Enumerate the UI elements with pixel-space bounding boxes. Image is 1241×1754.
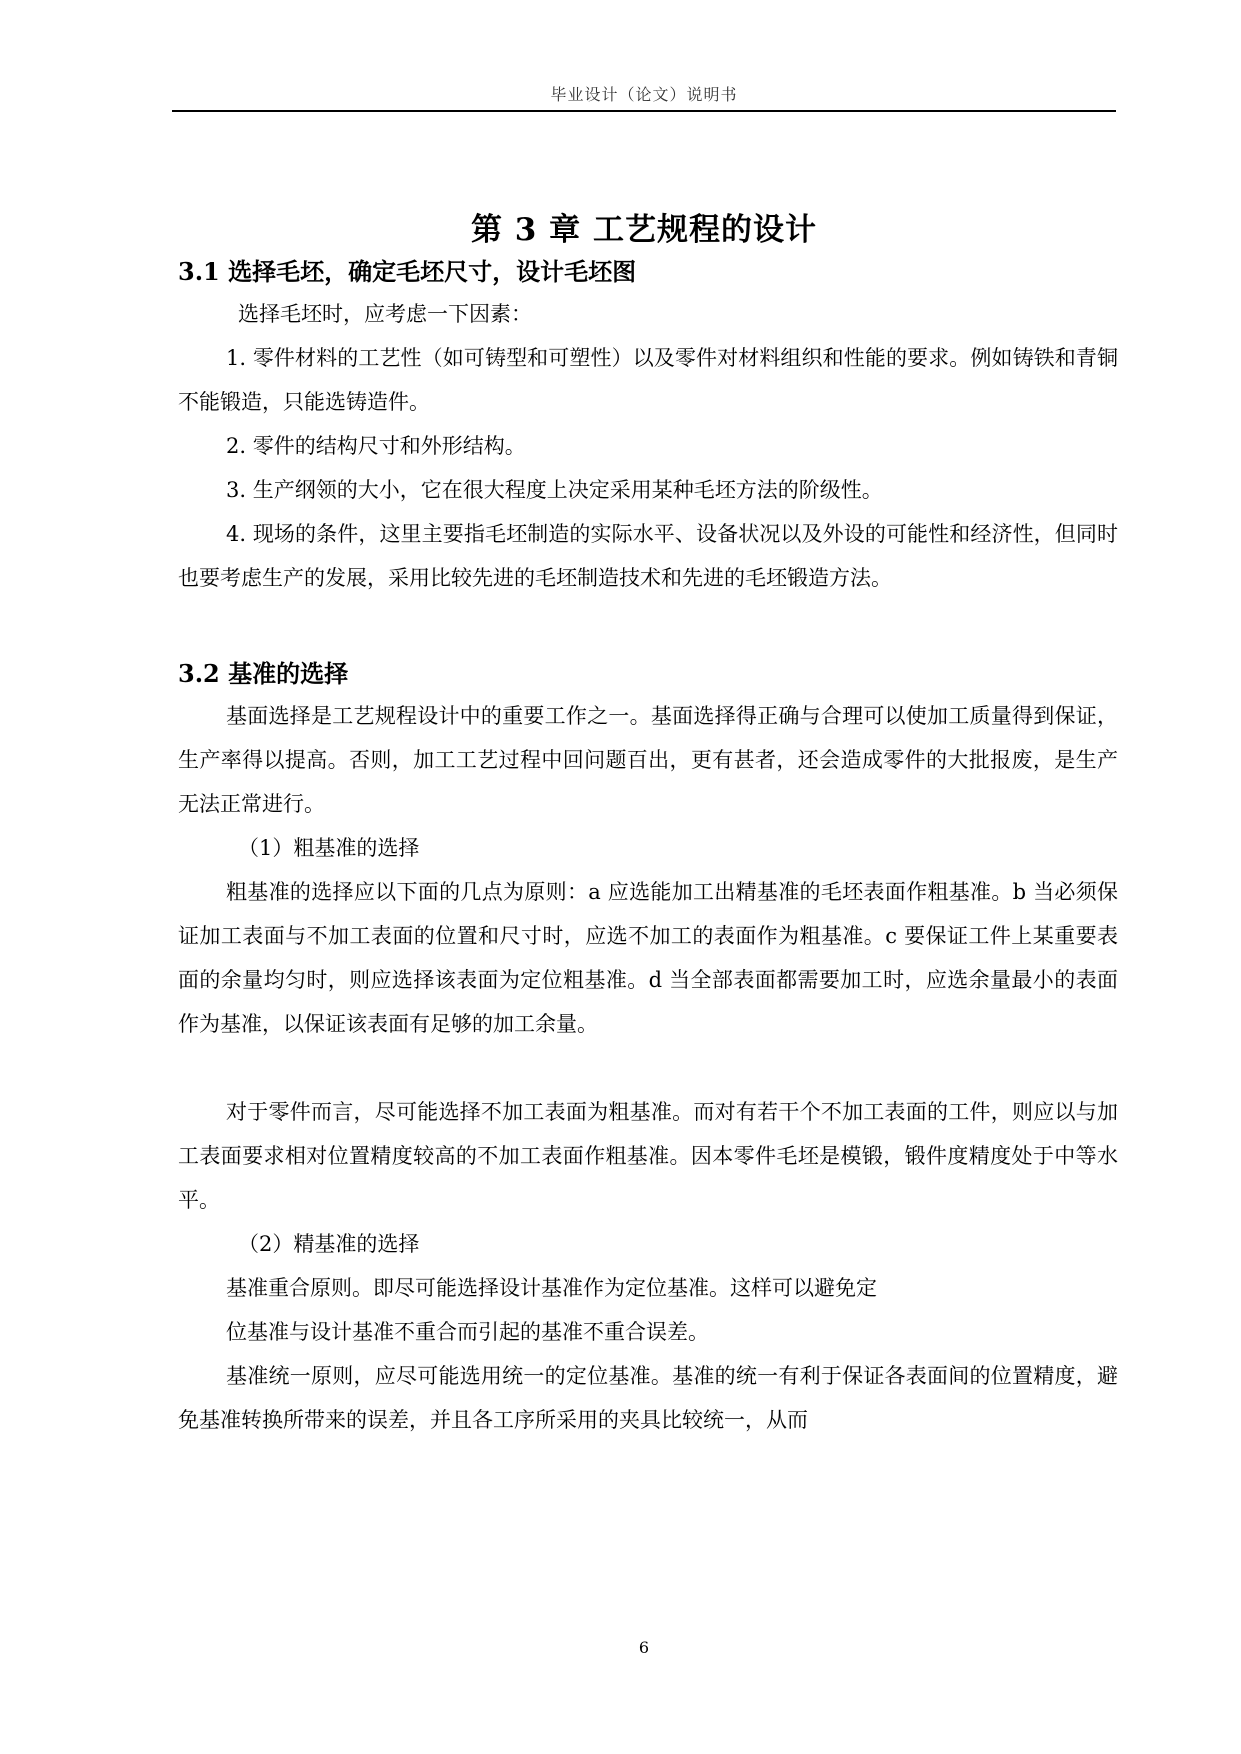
paragraph: 基准重合原则。即尽可能选择设计基准作为定位基准。这样可以避免定 [226, 1276, 877, 1300]
list-item-1: 1. 零件材料的工艺性（如可铸型和可塑性）以及零件对材料组织和性能的要求。例如铸铁和青铜不能锻造，只能选铸造件。 [178, 346, 1118, 414]
paragraph: 位基准与设计基准不重合而引起的基准不重合误差。 [226, 1320, 709, 1344]
paragraph: 粗基准的选择应以下面的几点为原则：a 应选能加工出精基准的毛坯表面作粗基准。b 当必须保证加工表面与不加工表面的位置和尺寸时，应选不加工的表面作为粗基准。c 要保证工件上某重要表面的余量均匀时，则应选择该表面为定位粗基准。d 当全部表面都需要加工时，应选余量最小的表面作为基准，以保证该表面有足够的加工余量。 [178, 880, 1118, 1036]
header-rule [172, 110, 1116, 112]
page-number: 6 [638, 1638, 650, 1657]
paragraph: 基面选择是工艺规程设计中的重要工作之一。基面选择得正确与合理可以使加工质量得到保证，生产率得以提高。否则，加工工艺过程中回问题百出，更有甚者，还会造成零件的大批报废，是生产无法正常进行。 [178, 704, 1118, 816]
subheading-fine-datum: （2）精基准的选择 [238, 1232, 420, 1256]
subheading-rough-datum: （1）粗基准的选择 [238, 836, 420, 860]
paragraph: 对于零件而言，尽可能选择不加工表面为粗基准。而对有若干个不加工表面的工件，则应以与加工表面要求相对位置精度较高的不加工表面作粗基准。因本零件毛坯是模锻，锻件度精度处于中等水平。 [178, 1100, 1118, 1212]
list-item-4: 4. 现场的条件，这里主要指毛坯制造的实际水平、设备状况以及外设的可能性和经济性，但同时也要考虑生产的发展，采用比较先进的毛坯制造技术和先进的毛坯锻造方法。 [178, 522, 1118, 590]
paragraph: 基准统一原则，应尽可能选用统一的定位基准。基准的统一有利于保证各表面间的位置精度，避免基准转换所带来的误差，并且各工序所采用的夹具比较统一，从而 [178, 1364, 1118, 1432]
section-heading-3-2: 3.2 基准的选择 [178, 659, 349, 688]
running-header: 毕业设计（论文）说明书 [550, 85, 738, 104]
chapter-title: 第 3 章 工艺规程的设计 [471, 212, 817, 248]
list-item-3: 3. 生产纲领的大小，它在很大程度上决定采用某种毛坯方法的阶级性。 [226, 478, 883, 502]
paragraph: 选择毛坯时，应考虑一下因素： [238, 302, 532, 326]
list-item-2: 2. 零件的结构尺寸和外形结构。 [226, 434, 526, 458]
section-heading-3-1: 3.1 选择毛坯，确定毛坯尺寸，设计毛坯图 [178, 257, 637, 286]
